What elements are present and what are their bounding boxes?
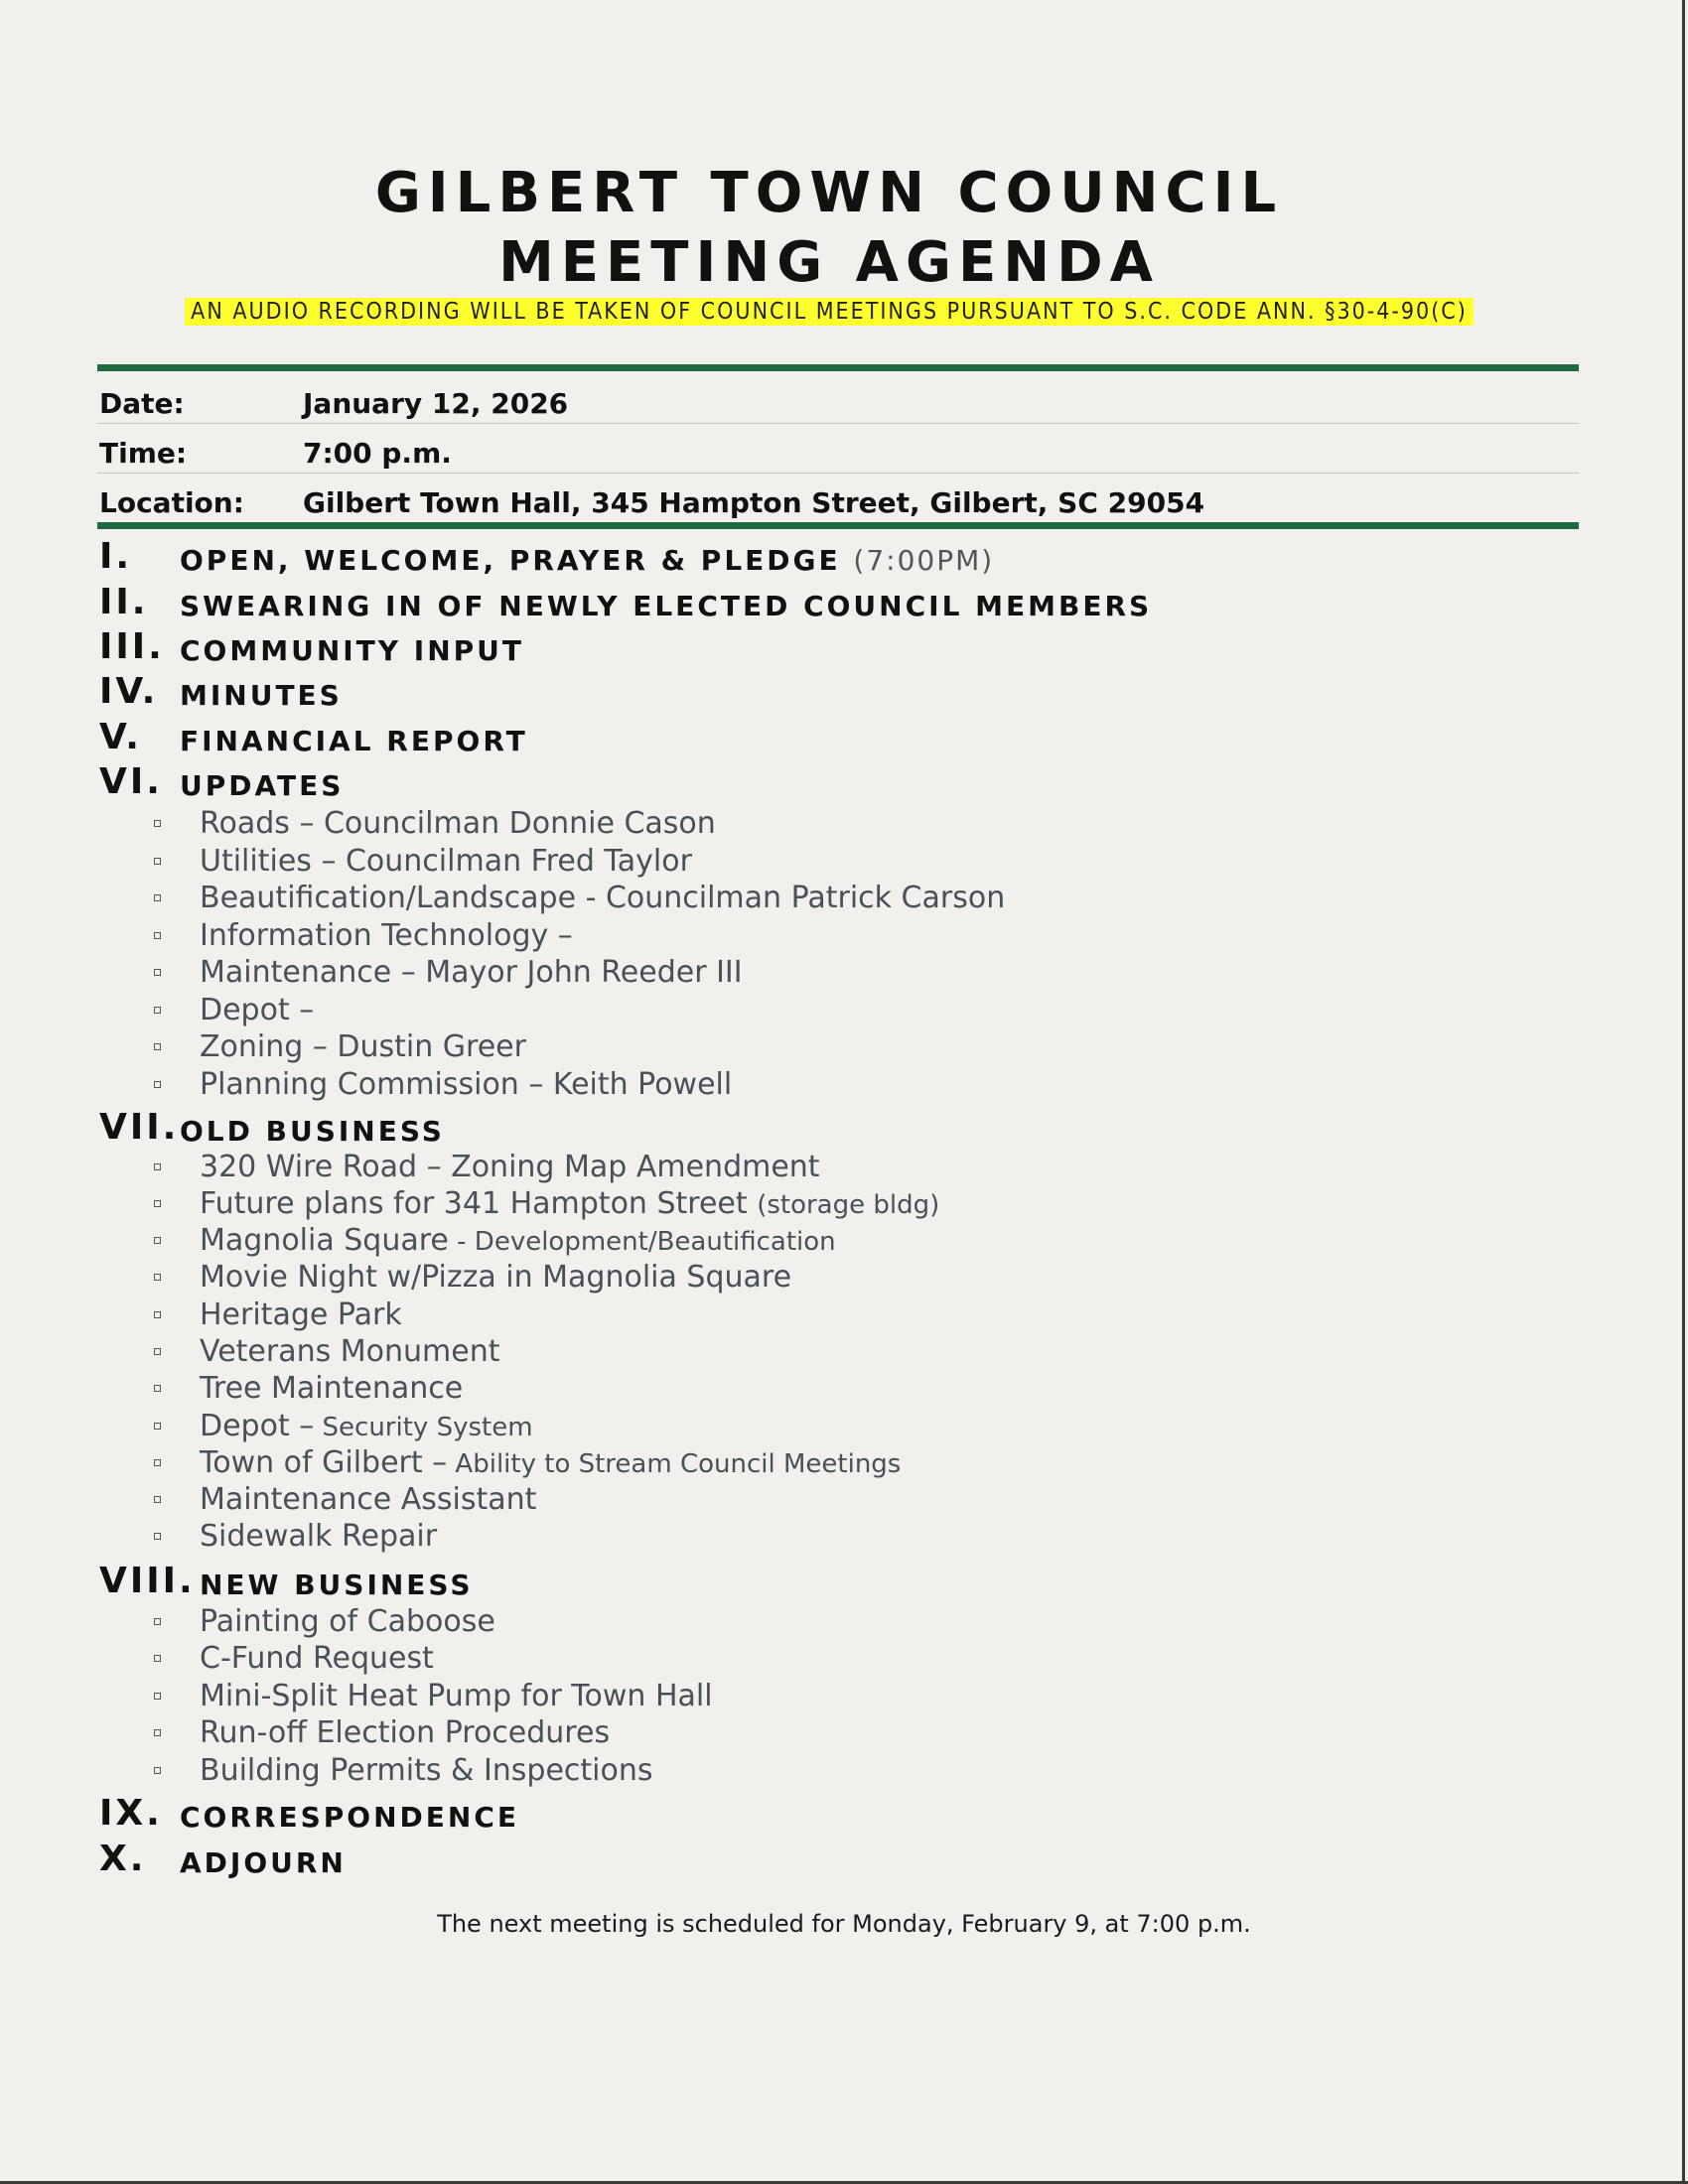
date-value: January 12, 2026 xyxy=(303,387,569,420)
list-item-text: Zoning – Dustin Greer xyxy=(200,1029,526,1064)
list-item-text: Beautification/Landscape - Councilman Patrick Carson xyxy=(200,881,1006,915)
list-item-text: Heritage Park xyxy=(200,1297,402,1332)
time-row xyxy=(97,423,1579,474)
list-item-text xyxy=(200,1223,836,1258)
page-subtitle: MEETING AGENDA xyxy=(498,230,1160,295)
square-bullet-icon xyxy=(154,1237,161,1244)
square-bullet-icon xyxy=(154,1385,161,1392)
list-item-text: Planning Commission – Keith Powell xyxy=(200,1067,733,1102)
list-item-text: Depot – xyxy=(200,993,315,1027)
list-item-text: C-Fund Request xyxy=(200,1641,434,1676)
square-bullet-icon xyxy=(154,1200,161,1207)
section-numeral: I. xyxy=(99,536,133,577)
date-row xyxy=(97,373,1579,424)
list-item-text: Veterans Monument xyxy=(200,1334,500,1369)
section-numeral: X. xyxy=(99,1839,147,1879)
square-bullet-icon xyxy=(154,1163,161,1170)
section-title: CORRESPONDENCE xyxy=(180,1801,520,1834)
section-title: UPDATES xyxy=(180,769,345,802)
page-edge-right xyxy=(1682,0,1685,2184)
section-numeral: IX. xyxy=(99,1793,163,1834)
section-numeral: V. xyxy=(99,717,142,757)
list-item-text: Information Technology – xyxy=(200,918,573,953)
square-bullet-icon xyxy=(154,1423,161,1430)
section-numeral: VI. xyxy=(99,761,163,802)
section-title: ADJOURN xyxy=(180,1846,347,1879)
square-bullet-icon xyxy=(154,858,161,865)
list-item-text xyxy=(200,1445,901,1480)
list-item-text: Roads – Councilman Donnie Cason xyxy=(200,806,716,841)
section-title: OLD BUSINESS xyxy=(180,1115,445,1148)
list-item-text: Sidewalk Repair xyxy=(200,1519,438,1554)
square-bullet-icon xyxy=(154,820,161,827)
recording-notice: AN AUDIO RECORDING WILL BE TAKEN OF COUNCIL MEETINGS PURSUANT TO S.C. CODE ANN. §30-4-90(C) xyxy=(185,298,1474,326)
square-bullet-icon xyxy=(154,1618,161,1625)
list-item-text: Maintenance Assistant xyxy=(200,1482,537,1517)
list-item-text xyxy=(200,1409,533,1443)
square-bullet-icon xyxy=(154,1693,161,1700)
section-title xyxy=(180,544,994,577)
section-numeral: VII. xyxy=(99,1107,180,1148)
bottom-divider xyxy=(97,522,1579,529)
section-title: MINUTES xyxy=(180,679,343,712)
square-bullet-icon xyxy=(154,1043,161,1050)
square-bullet-icon xyxy=(154,969,161,976)
section-title: COMMUNITY INPUT xyxy=(180,634,524,667)
list-item-text: Run-off Election Procedures xyxy=(200,1715,611,1750)
section-numeral: IV. xyxy=(99,671,159,712)
list-item-note: (storage bldg) xyxy=(757,1190,940,1220)
date-label: Date: xyxy=(99,387,185,420)
square-bullet-icon xyxy=(154,1081,161,1088)
location-label: Location: xyxy=(99,486,244,519)
list-item-text xyxy=(200,1186,939,1221)
section-title: NEW BUSINESS xyxy=(200,1569,474,1601)
location-value: Gilbert Town Hall, 345 Hampton Street, Gilbert, SC 29054 xyxy=(303,486,1205,519)
square-bullet-icon xyxy=(154,1767,161,1774)
list-item-text: Utilities – Councilman Fred Taylor xyxy=(200,844,692,879)
time-label: Time: xyxy=(99,437,188,470)
section-numeral: VIII. xyxy=(99,1561,196,1601)
square-bullet-icon xyxy=(154,1729,161,1736)
square-bullet-icon xyxy=(154,932,161,939)
location-row xyxy=(97,473,1579,522)
square-bullet-icon xyxy=(154,1007,161,1014)
square-bullet-icon xyxy=(154,1459,161,1466)
section-title: SWEARING IN OF NEWLY ELECTED COUNCIL MEMBERS xyxy=(180,590,1153,622)
list-item-note: Ability to Stream Council Meetings xyxy=(447,1449,902,1479)
list-item-text: Building Permits & Inspections xyxy=(200,1753,653,1788)
list-item-text: 320 Wire Road – Zoning Map Amendment xyxy=(200,1150,820,1184)
top-divider xyxy=(97,364,1579,371)
list-item-main: Magnolia Square xyxy=(200,1223,449,1258)
recording-notice-container xyxy=(0,298,1658,326)
page-title: GILBERT TOWN COUNCIL xyxy=(374,161,1284,225)
square-bullet-icon xyxy=(154,1533,161,1540)
list-item-note: Security System xyxy=(314,1413,533,1442)
section-numeral: II. xyxy=(99,582,149,622)
next-meeting-note: The next meeting is scheduled for Monday, February 9, at 7:00 p.m. xyxy=(437,1910,1251,1938)
square-bullet-icon xyxy=(154,1496,161,1503)
list-item-main: Town of Gilbert – xyxy=(200,1445,448,1480)
list-item-main: Depot – xyxy=(200,1409,315,1443)
square-bullet-icon xyxy=(154,1311,161,1318)
list-item-note: - Development/Beautification xyxy=(448,1227,836,1257)
time-value: 7:00 p.m. xyxy=(303,437,452,470)
list-item-text: Movie Night w/Pizza in Magnolia Square xyxy=(200,1260,792,1295)
section-title-text: OPEN, WELCOME, PRAYER & PLEDGE xyxy=(180,544,841,577)
section-time-note: (7:00PM) xyxy=(853,544,995,577)
square-bullet-icon xyxy=(154,894,161,901)
square-bullet-icon xyxy=(154,1655,161,1662)
list-item-main: Future plans for 341 Hampton Street xyxy=(200,1186,748,1221)
section-title: FINANCIAL REPORT xyxy=(180,725,528,757)
list-item-text: Tree Maintenance xyxy=(200,1371,464,1406)
list-item-text: Painting of Caboose xyxy=(200,1604,495,1639)
square-bullet-icon xyxy=(154,1348,161,1355)
list-item-text: Mini-Split Heat Pump for Town Hall xyxy=(200,1679,713,1713)
list-item-text: Maintenance – Mayor John Reeder III xyxy=(200,955,743,990)
square-bullet-icon xyxy=(154,1274,161,1281)
section-numeral: III. xyxy=(99,626,165,667)
